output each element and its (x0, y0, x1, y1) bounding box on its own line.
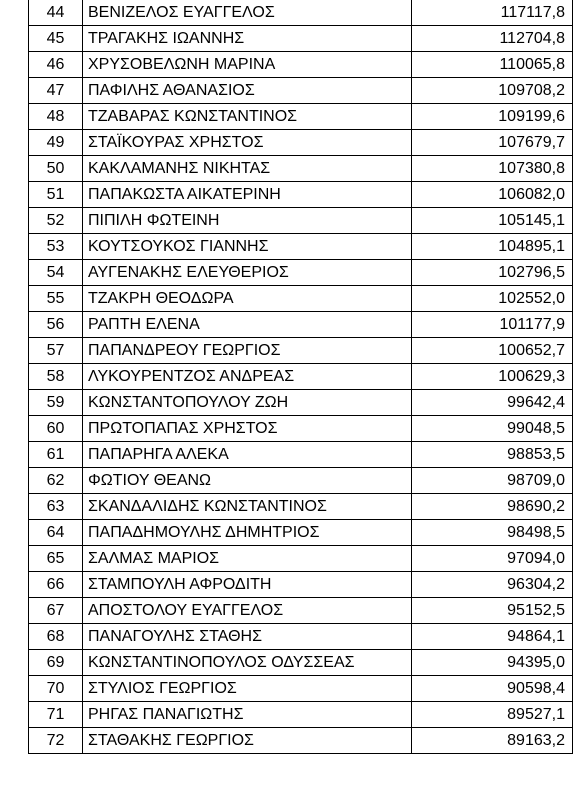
value-cell: 107679,7 (412, 130, 573, 156)
name-cell: ΑΠΟΣΤΟΛΟΥ ΕΥΑΓΓΕΛΟΣ (83, 598, 412, 624)
table-row (29, 520, 573, 546)
table-row (29, 650, 573, 676)
value-cell: 112704,8 (412, 26, 573, 52)
name-cell: ΠΙΠΙΛΗ ΦΩΤΕΙΝΗ (83, 208, 412, 234)
ranking-table-body (29, 0, 573, 754)
name-cell: ΣΤΑΪΚΟΥΡΑΣ ΧΡΗΣΤΟΣ (83, 130, 412, 156)
table-row (29, 26, 573, 52)
name-cell: ΣΑΛΜΑΣ ΜΑΡΙΟΣ (83, 546, 412, 572)
rank-cell: 54 (29, 260, 83, 286)
value-cell: 101177,9 (412, 312, 573, 338)
name-cell: ΣΤΑΘΑΚΗΣ ΓΕΩΡΓΙΟΣ (83, 728, 412, 754)
value-cell: 89527,1 (412, 702, 573, 728)
table-row (29, 78, 573, 104)
rank-cell: 62 (29, 468, 83, 494)
value-cell: 98498,5 (412, 520, 573, 546)
rank-cell: 44 (29, 0, 83, 26)
table-row (29, 390, 573, 416)
value-cell: 98709,0 (412, 468, 573, 494)
table-row (29, 52, 573, 78)
rank-cell: 59 (29, 390, 83, 416)
name-cell: ΤΖΑΒΑΡΑΣ ΚΩΝΣΤΑΝΤΙΝΟΣ (83, 104, 412, 130)
name-cell: ΚΟΥΤΣΟΥΚΟΣ ΓΙΑΝΝΗΣ (83, 234, 412, 260)
rank-cell: 60 (29, 416, 83, 442)
table-row (29, 312, 573, 338)
rank-cell: 68 (29, 624, 83, 650)
value-cell: 97094,0 (412, 546, 573, 572)
rank-cell: 45 (29, 26, 83, 52)
table-row (29, 286, 573, 312)
name-cell: ΚΩΝΣΤΑΝΤΟΠΟΥΛΟΥ ΖΩΗ (83, 390, 412, 416)
name-cell: ΠΑΠΑΝΔΡΕΟΥ ΓΕΩΡΓΙΟΣ (83, 338, 412, 364)
rank-cell: 51 (29, 182, 83, 208)
rank-cell: 66 (29, 572, 83, 598)
name-cell: ΦΩΤΙΟΥ ΘΕΑΝΩ (83, 468, 412, 494)
name-cell: ΒΕΝΙΖΕΛΟΣ ΕΥΑΓΓΕΛΟΣ (83, 0, 412, 26)
table-row (29, 624, 573, 650)
rank-cell: 72 (29, 728, 83, 754)
name-cell: ΡΑΠΤΗ ΕΛΕΝΑ (83, 312, 412, 338)
rank-cell: 58 (29, 364, 83, 390)
rank-cell: 56 (29, 312, 83, 338)
value-cell: 94864,1 (412, 624, 573, 650)
rank-cell: 47 (29, 78, 83, 104)
name-cell: ΑΥΓΕΝΑΚΗΣ ΕΛΕΥΘΕΡΙΟΣ (83, 260, 412, 286)
value-cell: 89163,2 (412, 728, 573, 754)
table-row (29, 416, 573, 442)
rank-cell: 53 (29, 234, 83, 260)
table-row (29, 260, 573, 286)
rank-cell: 48 (29, 104, 83, 130)
table-row (29, 494, 573, 520)
ranking-table-container (28, 0, 564, 754)
rank-cell: 64 (29, 520, 83, 546)
rank-cell: 65 (29, 546, 83, 572)
name-cell: ΠΑΠΑΔΗΜΟΥΛΗΣ ΔΗΜΗΤΡΙΟΣ (83, 520, 412, 546)
table-row (29, 572, 573, 598)
name-cell: ΣΚΑΝΔΑΛΙΔΗΣ ΚΩΝΣΤΑΝΤΙΝΟΣ (83, 494, 412, 520)
table-row (29, 364, 573, 390)
rank-cell: 50 (29, 156, 83, 182)
value-cell: 110065,8 (412, 52, 573, 78)
rank-cell: 61 (29, 442, 83, 468)
value-cell: 99048,5 (412, 416, 573, 442)
rank-cell: 57 (29, 338, 83, 364)
rank-cell: 63 (29, 494, 83, 520)
name-cell: ΠΑΠΑΚΩΣΤΑ ΑΙΚΑΤΕΡΙΝΗ (83, 182, 412, 208)
name-cell: ΠΡΩΤΟΠΑΠΑΣ ΧΡΗΣΤΟΣ (83, 416, 412, 442)
value-cell: 106082,0 (412, 182, 573, 208)
value-cell: 90598,4 (412, 676, 573, 702)
table-row (29, 338, 573, 364)
rank-cell: 71 (29, 702, 83, 728)
rank-cell: 67 (29, 598, 83, 624)
table-row (29, 546, 573, 572)
value-cell: 100629,3 (412, 364, 573, 390)
table-row (29, 104, 573, 130)
table-row (29, 442, 573, 468)
name-cell: ΚΩΝΣΤΑΝΤΙΝΟΠΟΥΛΟΣ ΟΔΥΣΣΕΑΣ (83, 650, 412, 676)
table-row (29, 728, 573, 754)
table-row (29, 234, 573, 260)
rank-cell: 70 (29, 676, 83, 702)
table-row (29, 208, 573, 234)
value-cell: 102552,0 (412, 286, 573, 312)
rank-cell: 69 (29, 650, 83, 676)
table-row (29, 702, 573, 728)
rank-cell: 49 (29, 130, 83, 156)
name-cell: ΤΡΑΓΑΚΗΣ ΙΩΑΝΝΗΣ (83, 26, 412, 52)
value-cell: 109708,2 (412, 78, 573, 104)
value-cell: 109199,6 (412, 104, 573, 130)
value-cell: 107380,8 (412, 156, 573, 182)
value-cell: 99642,4 (412, 390, 573, 416)
table-row (29, 156, 573, 182)
value-cell: 105145,1 (412, 208, 573, 234)
value-cell: 117117,8 (412, 0, 573, 26)
name-cell: ΠΑΝΑΓΟΥΛΗΣ ΣΤΑΘΗΣ (83, 624, 412, 650)
value-cell: 102796,5 (412, 260, 573, 286)
table-row (29, 676, 573, 702)
value-cell: 98690,2 (412, 494, 573, 520)
rank-cell: 55 (29, 286, 83, 312)
table-row (29, 468, 573, 494)
value-cell: 100652,7 (412, 338, 573, 364)
ranking-table (28, 0, 573, 754)
table-row (29, 130, 573, 156)
name-cell: ΠΑΦΙΛΗΣ ΑΘΑΝΑΣΙΟΣ (83, 78, 412, 104)
name-cell: ΠΑΠΑΡΗΓΑ ΑΛΕΚΑ (83, 442, 412, 468)
value-cell: 95152,5 (412, 598, 573, 624)
name-cell: ΣΤΑΜΠΟΥΛΗ ΑΦΡΟΔΙΤΗ (83, 572, 412, 598)
value-cell: 104895,1 (412, 234, 573, 260)
name-cell: ΡΗΓΑΣ ΠΑΝΑΓΙΩΤΗΣ (83, 702, 412, 728)
table-row (29, 182, 573, 208)
name-cell: ΚΑΚΛΑΜΑΝΗΣ ΝΙΚΗΤΑΣ (83, 156, 412, 182)
table-row (29, 0, 573, 26)
rank-cell: 46 (29, 52, 83, 78)
name-cell: ΤΖΑΚΡΗ ΘΕΟΔΩΡΑ (83, 286, 412, 312)
name-cell: ΣΤΥΛΙΟΣ ΓΕΩΡΓΙΟΣ (83, 676, 412, 702)
value-cell: 98853,5 (412, 442, 573, 468)
value-cell: 94395,0 (412, 650, 573, 676)
table-row (29, 598, 573, 624)
name-cell: ΛΥΚΟΥΡΕΝΤΖΟΣ ΑΝΔΡΕΑΣ (83, 364, 412, 390)
rank-cell: 52 (29, 208, 83, 234)
name-cell: ΧΡΥΣΟΒΕΛΩΝΗ ΜΑΡΙΝΑ (83, 52, 412, 78)
value-cell: 96304,2 (412, 572, 573, 598)
